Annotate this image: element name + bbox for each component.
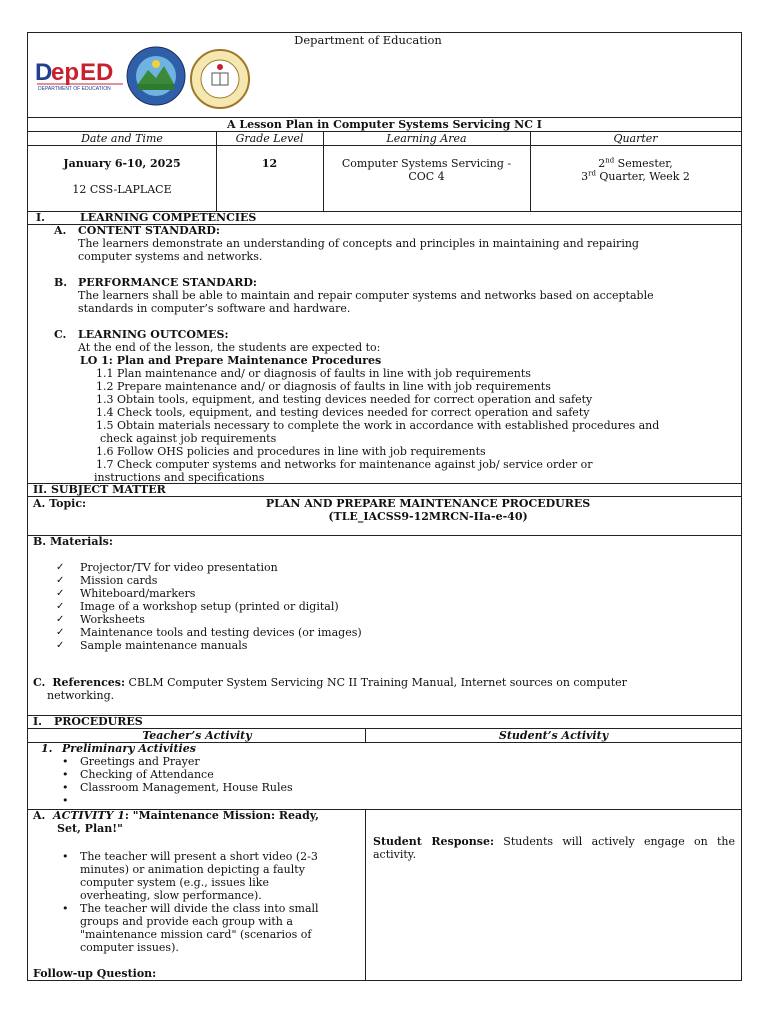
document-header [28, 33, 741, 118]
activity-title-line1 [33, 809, 358, 822]
text-line: "maintenance mission card" (scenarios of [80, 928, 312, 941]
outcome-item: 1.6 Follow OHS policies and procedures in line with job requirements [96, 445, 486, 458]
outcome-item: 1.2 Prepare maintenance and/ or diagnosis of faults in line with job requirements [96, 380, 551, 393]
deped-logo [35, 58, 125, 92]
activity-bullet [80, 902, 360, 954]
lesson-date: January 6-10, 2025 [63, 157, 181, 170]
text-line: • The teacher will present a short video (2-3 [80, 850, 318, 863]
prelim-item [80, 794, 293, 807]
lesson-plan-title: A Lesson Plan in Computer Systems Servicing NC I [227, 118, 542, 131]
text-line: overheating, slow performance). [80, 889, 262, 902]
material-item: ✓ Whiteboard/markers [80, 587, 362, 600]
procedures-heading: PROCEDURES [54, 715, 143, 728]
quarter-line [530, 170, 741, 183]
references-line1 [33, 676, 733, 689]
content-standard-label: A. [54, 224, 67, 237]
semester-text: Semester, [614, 157, 673, 170]
content-standard-title: CONTENT STANDARD: [78, 224, 220, 237]
outcome-item: 1.5 Obtain materials necessary to complete the work in accordance with established procedures and [96, 419, 660, 432]
svg-text:D: D [35, 59, 53, 86]
material-item: ✓ Projector/TV for video presentation [80, 561, 362, 574]
learning-area [323, 157, 530, 183]
performance-standard-title: PERFORMANCE STANDARD: [78, 276, 257, 289]
material-item: ✓ Maintenance tools and testing devices (or images) [80, 626, 362, 639]
materials-list [80, 561, 362, 652]
material-item: ✓ Mission cards [80, 574, 362, 587]
learning-area-line2: COC 4 [408, 170, 445, 183]
col-area-header: Learning Area [386, 132, 467, 145]
activity-title-text-cont: Set, Plan!" [57, 822, 123, 835]
references-label: C. [33, 676, 46, 689]
quarter-text: Quarter, Week 2 [595, 170, 690, 183]
performance-standard-label: B. [54, 276, 68, 289]
student-response-label: Student Response: [373, 835, 495, 848]
outcomes-list [96, 367, 736, 484]
col-grade-header: Grade Level [235, 132, 304, 145]
quarter-sup: rd [588, 169, 596, 178]
grade-level: 12 [261, 157, 278, 170]
col-date-header: Date and Time [81, 132, 163, 145]
learning-outcomes-label: C. [54, 328, 67, 341]
teacher-activity-header: Teacher’s Activity [142, 729, 252, 742]
references-text-cont: networking. [47, 689, 115, 702]
department-title: Department of Education [294, 33, 442, 47]
procedures-num: I. [33, 715, 42, 728]
activity-name: ACTIVITY 1 [53, 809, 125, 822]
outcome-item: instructions and specifications [94, 471, 265, 484]
text-line: minutes) or animation depicting a faulty [80, 863, 305, 876]
svg-text:DEPARTMENT OF EDUCATION: DEPARTMENT OF EDUCATION [38, 86, 111, 92]
outcome-item: check against job requirements [100, 432, 277, 445]
section-num: I. [36, 211, 45, 224]
activity-bullets [80, 850, 360, 954]
material-item: ✓ Worksheets [80, 613, 362, 626]
text-line: computer issues). [80, 941, 179, 954]
semester-sup: nd [605, 156, 615, 165]
material-item: ✓ Sample maintenance manuals [80, 639, 362, 652]
col-divider [216, 131, 217, 211]
topic-code: (TLE_IACSS9-12MRCN-IIa-e-40) [328, 510, 528, 523]
performance-standard-text [78, 289, 728, 315]
activity-title-text: : "Maintenance Mission: Ready, [124, 809, 319, 822]
prelim-item: • Checking of Attendance [80, 768, 293, 781]
competencies-heading: LEARNING COMPETENCIES [80, 211, 257, 224]
text-line: standards in computer’s software and hardware. [78, 302, 351, 315]
learning-outcomes-intro: At the end of the lesson, the students are expected to: [78, 341, 381, 354]
svg-text:ED: ED [80, 59, 114, 86]
divider [28, 145, 741, 146]
text-line: groups and provide each group with a [80, 915, 293, 928]
quarter-value [530, 157, 741, 183]
activity-label: A. [33, 809, 46, 822]
svg-text:ep: ep [51, 59, 80, 86]
lesson-plan-page [27, 32, 742, 981]
col-divider [365, 728, 366, 742]
student-response-text: Students will actively engage on the activity. [373, 835, 735, 861]
text-line: The learners shall be able to maintain and repair computer systems and networks based on acceptable [78, 289, 654, 302]
prelim-list [80, 755, 293, 807]
content-standard-text [78, 237, 728, 263]
references-text: CBLM Computer System Servicing NC II Training Manual, Internet sources on computer [125, 676, 627, 689]
followup-question: Follow-up Question: [33, 967, 157, 980]
col-divider [365, 809, 366, 981]
prelim-item: • Classroom Management, House Rules [80, 781, 293, 794]
student-response [373, 835, 735, 861]
learning-outcomes-title: LEARNING OUTCOMES: [78, 328, 229, 341]
semester-line [530, 157, 741, 170]
outcome-item: 1.3 Obtain tools, equipment, and testing devices needed for correct operation and safety [96, 393, 593, 406]
topic [158, 497, 698, 523]
class-section: 12 CSS-LAPLACE [72, 183, 172, 196]
outcome-item: 1.1 Plan maintenance and/ or diagnosis of faults in line with job requirements [96, 367, 531, 380]
references [33, 676, 733, 702]
school-seal [190, 49, 250, 109]
quarter-num: 3 [581, 170, 589, 183]
text-line: The learners demonstrate an understanding of concepts and principles in maintaining and repairing [78, 237, 639, 250]
divider [28, 535, 741, 536]
prelim-title: Preliminary Activities [62, 742, 196, 755]
references-title: References: [52, 676, 126, 689]
activity-title [33, 809, 358, 835]
subject-heading: II. SUBJECT MATTER [33, 483, 166, 496]
division-seal [126, 46, 186, 106]
semester-num: 2 [598, 157, 606, 170]
learning-area-line1: Computer Systems Servicing - [341, 157, 512, 170]
student-activity-header: Student’s Activity [498, 729, 609, 742]
lo-title: LO 1: Plan and Prepare Maintenance Procedures [80, 354, 382, 367]
topic-title: PLAN AND PREPARE MAINTENANCE PROCEDURES [265, 497, 591, 510]
activity-bullet [80, 850, 360, 902]
material-item: ✓ Image of a workshop setup (printed or digital) [80, 600, 362, 613]
text-line: • The teacher will divide the class into small [80, 902, 319, 915]
materials-label: B. Materials: [33, 535, 113, 548]
text-line: computer systems and networks. [78, 250, 263, 263]
outcome-item: 1.4 Check tools, equipment, and testing devices needed for correct operation and safety [96, 406, 590, 419]
col-quarter-header: Quarter [613, 132, 658, 145]
prelim-item: • Greetings and Prayer [80, 755, 293, 768]
outcome-item: 1.7 Check computer systems and networks for maintenance against job/ service order or [96, 458, 593, 471]
topic-label: A. Topic: [33, 497, 87, 510]
text-line: computer system (e.g., issues like [80, 876, 269, 889]
prelim-num: 1. [41, 742, 53, 755]
